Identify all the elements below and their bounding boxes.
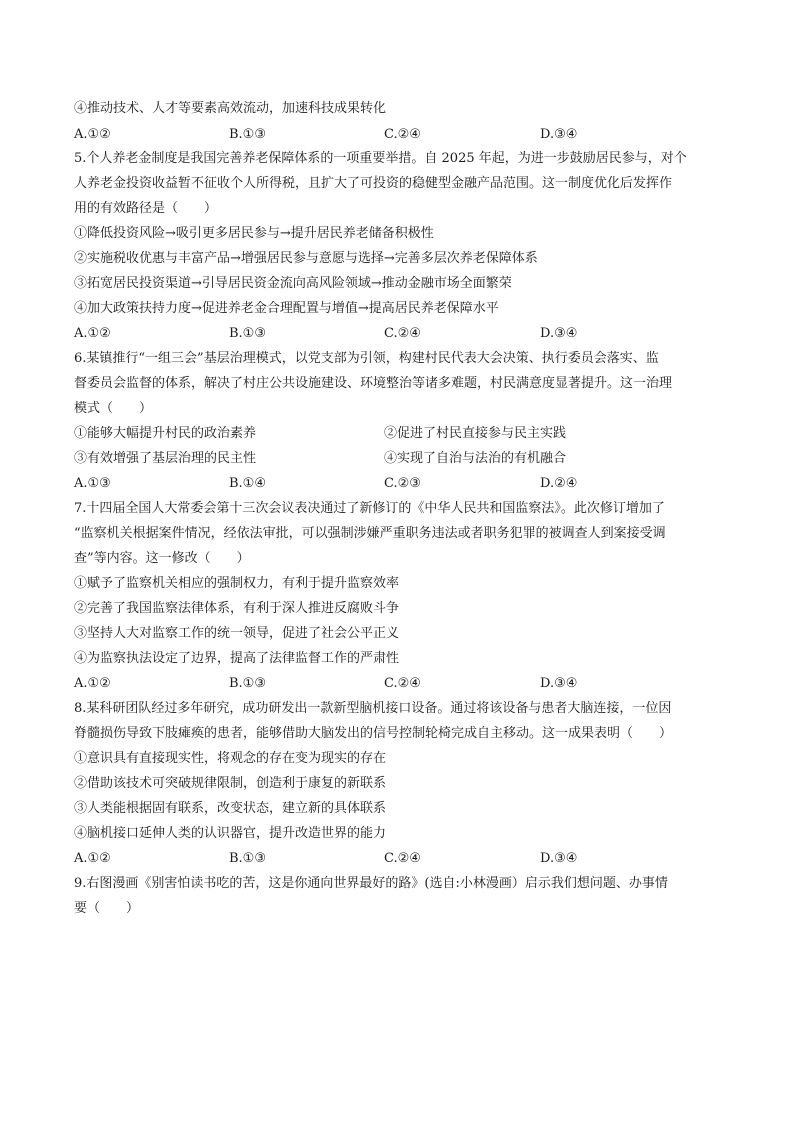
q7-stem-line-3: 查”等内容。这一修改（ ） xyxy=(74,551,250,566)
q4-options xyxy=(74,126,724,144)
q5-option-d: D.③④ xyxy=(540,326,578,341)
q6-statement-3: ③有效增强了基层治理的民主性 xyxy=(74,451,257,466)
q5-option-c: C.②④ xyxy=(384,326,421,341)
q5-stem-line-3: 用的有效路径是（ ） xyxy=(74,201,218,216)
q8-statement-1: ①意识具有直接现实性，将观念的存在变为现实的存在 xyxy=(74,751,387,766)
q8-option-c: C.②④ xyxy=(384,851,421,866)
q7-option-a: A.①② xyxy=(74,676,111,691)
q8-statement-2: ②借助该技术可突破规律限制，创造利于康复的新联系 xyxy=(74,776,387,791)
q5-statement-3: ③拓宽居民投资渠道→引导居民资金流向高风险领域→推动金融市场全面繁荣 xyxy=(74,276,512,291)
q7-stem-line-2: “监察机关根据案件情况，经依法审批，可以强制涉嫌严重职务违法或者职务犯罪的被调查人到案接受调 xyxy=(74,526,666,541)
q7-options xyxy=(74,675,724,693)
q7-statement-1: ①赋予了监察机关相应的强制权力，有利于提升监察效率 xyxy=(74,576,400,591)
q9-stem-line-1: 9.右图漫画《别害怕读书吃的苦，这是你通向世界最好的路》(选自:小林漫画）启示我们想问题、办事情 xyxy=(74,876,668,891)
q5-option-a: A.①② xyxy=(74,326,111,341)
q6-statement-2: ②促进了村民直接参与民主实践 xyxy=(384,426,567,441)
q7-statement-2: ②完善了我国监察法律体系，有利于深人推进反腐败斗争 xyxy=(74,601,400,616)
q5-statement-1: ①降低投资风险→吸引更多居民参与→提升居民养老储备积极性 xyxy=(74,226,434,241)
q7-option-d: D.③④ xyxy=(540,676,578,691)
q5-stem-line-1: 5.个人养老金制度是我国完善养老保障体系的一项重要举措。自 2025 年起，为进一步鼓励居民参与，对个 xyxy=(74,151,687,166)
q8-option-a: A.①② xyxy=(74,851,111,866)
q4-option-d: D.③④ xyxy=(540,127,578,142)
q8-statement-4: ④脑机接口延伸人类的认识器官，提升改造世界的能力 xyxy=(74,826,387,841)
q4-option-b: B.①③ xyxy=(229,127,266,142)
q7-statement-3: ③坚持人大对监察工作的统一领导，促进了社会公平正义 xyxy=(74,626,400,641)
q5-statement-4: ④加大政策扶持力度→促进养老金合理配置与增值→提高居民养老保障水平 xyxy=(74,301,499,316)
q5-statement-2: ②实施税收优惠与丰富产品→增强居民参与意愿与选择→完善多层次养老保障体系 xyxy=(74,251,538,266)
q5-option-b: B.①③ xyxy=(229,326,266,341)
q6-statement-1: ①能够大幅提升村民的政治素养 xyxy=(74,426,257,441)
q6-option-d: D.②④ xyxy=(540,476,578,491)
q5-stem-line-2: 人养老金投资收益暂不征收个人所得税，且扩大了可投资的稳健型金融产品范围。这一制度优化后发挥作 xyxy=(74,176,673,191)
q8-option-d: D.③④ xyxy=(540,851,578,866)
q8-options xyxy=(74,850,724,868)
q7-stem-line-1: 7.十四届全国人大常委会第十三次会议表决通过了新修订的《中华人民共和国监察法》。此次修订增加了 xyxy=(74,501,665,516)
q6-stem-line-2: 督委员会监督的体系，解决了村庄公共设施建设、环境整治等诸多难题，村民满意度显著提升。这一治理 xyxy=(74,376,673,391)
q6-option-c: C.②③ xyxy=(384,476,421,491)
q7-option-c: C.②④ xyxy=(384,676,421,691)
q4-statement-4: ④推动技术、人才等要素高效流动，加速科技成果转化 xyxy=(74,101,387,116)
q6-stem-line-1: 6.某镇推行“一组三会”基层治理模式，以党支部为引领，构建村民代表大会决策、执行委员会落实、监 xyxy=(74,351,659,366)
q4-option-c: C.②④ xyxy=(384,127,421,142)
q9-stem-line-2: 要（ ） xyxy=(74,901,140,916)
q6-statement-4: ④实现了自治与法治的有机融合 xyxy=(384,451,567,466)
q8-statement-3: ③人类能根据固有联系，改变状态，建立新的具体联系 xyxy=(74,801,387,816)
q4-option-a: A.①② xyxy=(74,127,111,142)
q8-option-b: B.①③ xyxy=(229,851,266,866)
q8-stem-line-1: 8.某科研团队经过多年研究，成功研发出一款新型脑机接口设备。通过将该设备与患者大脑连接，一位因 xyxy=(74,701,672,716)
q7-option-b: B.①③ xyxy=(229,676,266,691)
q8-stem-line-2: 脊髓损伤导致下肢瘫痪的患者，能够借助大脑发出的信号控制轮椅完成自主移动。这一成果表明（ ） xyxy=(74,726,673,741)
q6-options xyxy=(74,475,724,493)
q7-statement-4: ④为监察执法设定了边界，提高了法律监督工作的严肃性 xyxy=(74,651,400,666)
q6-option-a: A.①③ xyxy=(74,476,111,491)
q6-option-b: B.①④ xyxy=(229,476,266,491)
q5-options xyxy=(74,325,724,343)
q6-stem-line-3: 模式（ ） xyxy=(74,401,153,416)
